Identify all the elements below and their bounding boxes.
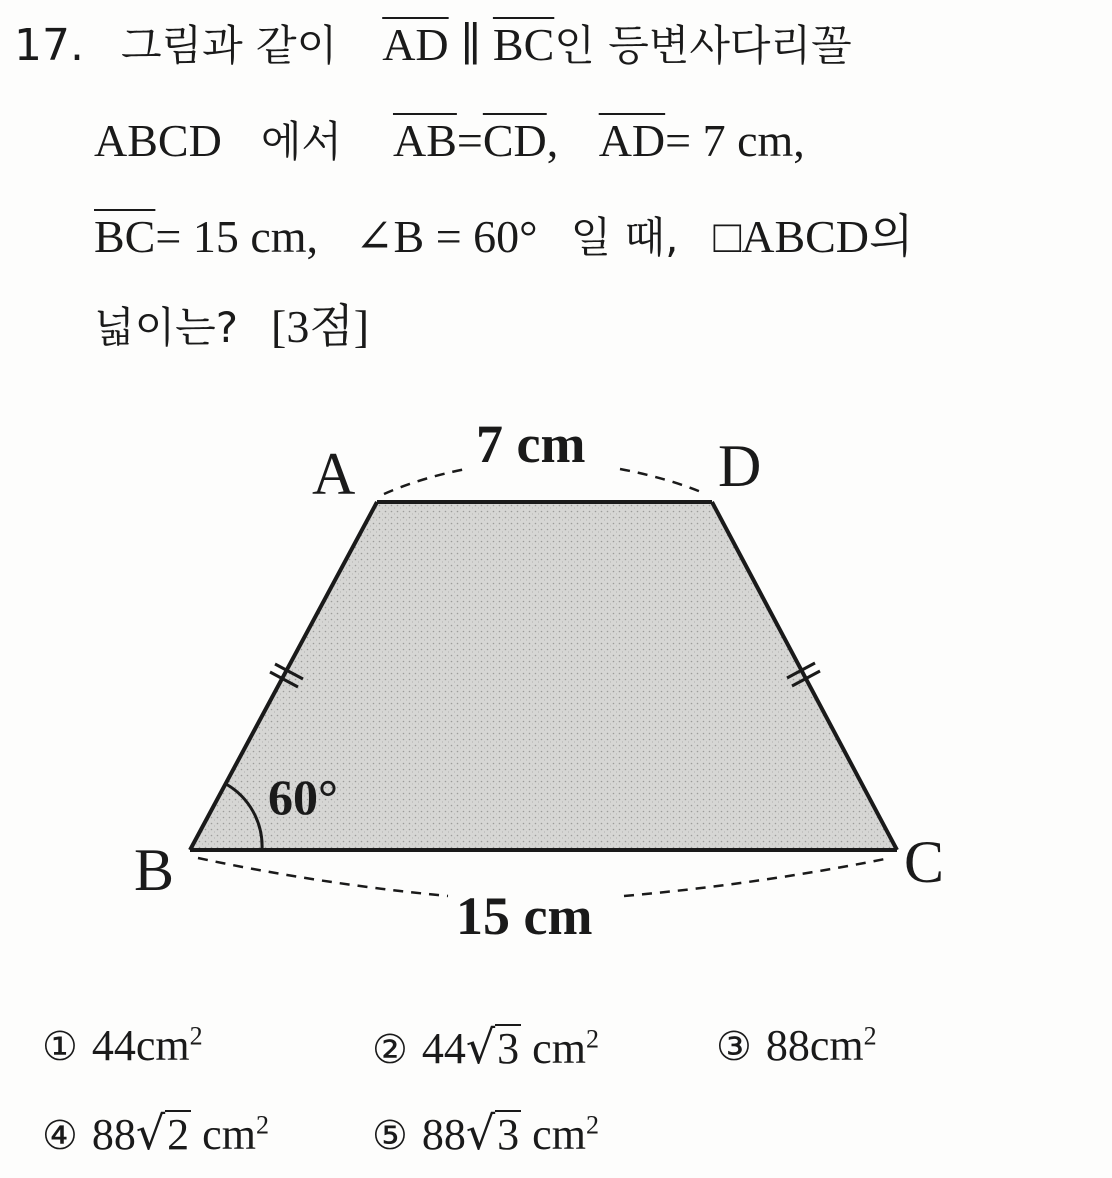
choice-1-coef: 44 — [91, 1021, 136, 1070]
bc-length: = 15 cm, — [155, 211, 319, 262]
choice-1-unit: $cm^2$ — [135, 1021, 203, 1070]
segment-ad-2: $\overline{AD}$ — [598, 115, 666, 166]
question-text-area: 넓이는? — [94, 303, 239, 352]
equals-sign: = — [456, 115, 483, 166]
choice-5-coef: 88 — [421, 1110, 466, 1159]
choice-3-coef: 88 — [765, 1021, 810, 1070]
radical-symbol: √ — [135, 1106, 166, 1160]
comma: , — [546, 115, 559, 166]
segment-ab: $\overline{AB}$ — [392, 115, 457, 166]
question-text-eseo: 에서 — [260, 117, 342, 166]
vertex-label-a: A — [312, 441, 356, 507]
question-text-suffix: 인 등변사다리꼴 — [554, 21, 852, 70]
angle-b: ∠B = 60° — [355, 211, 538, 262]
question-points: [3점] — [271, 301, 370, 352]
choice-5-number: ⑤ — [372, 1113, 408, 1159]
choice-5-sqrt: √3 — [465, 1106, 520, 1160]
choice-3-unit: $cm^2$ — [809, 1021, 877, 1070]
choice-2[interactable] — [372, 1020, 599, 1074]
choice-2-unit: $cm^2$ — [532, 1024, 599, 1073]
angle-b-label: 60° — [268, 769, 338, 825]
top-length-label: 7 cm — [476, 414, 586, 474]
choice-2-number: ② — [372, 1027, 408, 1073]
choice-3[interactable] — [716, 1021, 877, 1070]
vertex-label-c: C — [904, 829, 945, 895]
segment-cd: $\overline{CD}$ — [482, 115, 547, 166]
radical-symbol: √ — [465, 1106, 496, 1160]
choice-2-coef: 44 — [421, 1024, 466, 1073]
question-text-prefix: 그림과 같이 — [120, 21, 338, 70]
choice-4-number: ④ — [42, 1113, 78, 1159]
choice-5[interactable] — [372, 1106, 599, 1160]
vertex-label-b: B — [134, 837, 175, 903]
choice-4[interactable] — [42, 1106, 269, 1160]
choice-2-sqrt: √3 — [465, 1020, 520, 1074]
dimension-arc-bottom-right — [624, 858, 890, 896]
choice-1-number: ① — [42, 1024, 78, 1070]
ad-length: = 7 cm, — [665, 115, 805, 166]
segment-bc: $\overline{BC}$ — [492, 19, 555, 70]
dimension-arc-top-left — [384, 469, 466, 494]
dimension-arc-bottom-left — [198, 858, 448, 896]
segment-ad: $\overline{AD}$ — [382, 19, 449, 70]
radical-symbol: √ — [465, 1020, 496, 1074]
question-text-when: 일 때, — [570, 213, 679, 262]
choice-4-sqrt: √2 — [135, 1106, 190, 1160]
bottom-length-label: 15 cm — [456, 886, 593, 946]
choice-4-unit: $cm^2$ — [202, 1110, 269, 1159]
parallel-symbol: ∥ — [460, 19, 482, 70]
dimension-arc-top-right — [620, 469, 706, 494]
quad-name: ABCD — [94, 115, 222, 166]
choice-3-number: ③ — [716, 1024, 752, 1070]
segment-bc-2: $\overline{BC}$ — [94, 211, 156, 262]
vertex-label-d: D — [718, 433, 762, 499]
choice-5-unit: $cm^2$ — [532, 1110, 599, 1159]
choice-1[interactable] — [42, 1021, 203, 1070]
question-number: 17. — [14, 20, 84, 71]
choice-4-coef: 88 — [91, 1110, 136, 1159]
quad-box-name: □ABCD의 — [713, 211, 914, 262]
